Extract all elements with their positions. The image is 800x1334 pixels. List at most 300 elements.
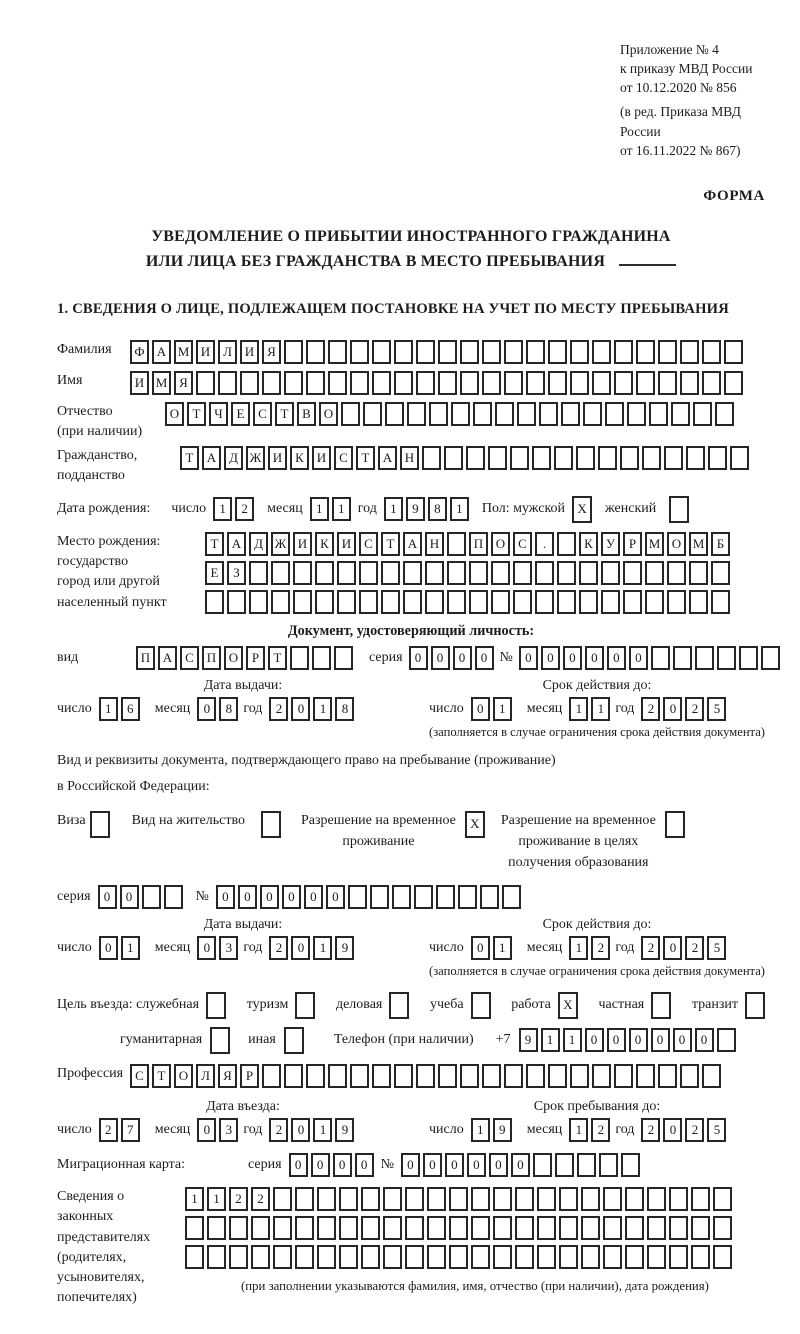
char-box[interactable]: 2 [269, 1118, 288, 1142]
char-box[interactable] [458, 885, 477, 909]
char-box[interactable] [493, 1216, 512, 1240]
char-box[interactable]: О [165, 402, 184, 426]
char-box[interactable] [504, 1064, 523, 1088]
char-box[interactable]: 0 [282, 885, 301, 909]
char-box[interactable]: А [403, 532, 422, 556]
char-box[interactable] [427, 1187, 446, 1211]
char-box[interactable] [491, 561, 510, 585]
char-box[interactable] [493, 1245, 512, 1269]
char-box[interactable] [557, 561, 576, 585]
char-box[interactable] [337, 590, 356, 614]
char-box[interactable] [761, 646, 780, 670]
char-box[interactable] [284, 1064, 303, 1088]
char-box[interactable] [532, 446, 551, 470]
char-box[interactable]: Т [356, 446, 375, 470]
char-box[interactable] [614, 1064, 633, 1088]
char-box[interactable]: И [337, 532, 356, 556]
char-box[interactable] [559, 1245, 578, 1269]
char-box[interactable] [273, 1187, 292, 1211]
char-box[interactable] [471, 1216, 490, 1240]
char-box[interactable] [261, 811, 281, 838]
char-box[interactable]: 1 [207, 1187, 226, 1211]
char-box[interactable]: 1 [563, 1028, 582, 1052]
char-box[interactable] [647, 1216, 666, 1240]
char-box[interactable] [339, 1216, 358, 1240]
char-box[interactable] [695, 646, 714, 670]
char-box[interactable] [517, 402, 536, 426]
char-box[interactable] [271, 590, 290, 614]
char-box[interactable]: Д [224, 446, 243, 470]
char-box[interactable] [539, 402, 558, 426]
char-box[interactable]: 0 [99, 936, 118, 960]
char-box[interactable] [416, 371, 435, 395]
char-box[interactable] [273, 1245, 292, 1269]
char-box[interactable] [577, 1153, 596, 1177]
char-box[interactable] [328, 340, 347, 364]
char-box[interactable] [425, 561, 444, 585]
char-box[interactable] [667, 561, 686, 585]
char-box[interactable]: 0 [629, 1028, 648, 1052]
char-box[interactable] [504, 340, 523, 364]
char-box[interactable] [90, 811, 110, 838]
char-box[interactable] [680, 1064, 699, 1088]
char-box[interactable] [372, 340, 391, 364]
char-box[interactable] [207, 1245, 226, 1269]
char-box[interactable] [583, 402, 602, 426]
char-box[interactable] [438, 1064, 457, 1088]
char-box[interactable]: 0 [260, 885, 279, 909]
char-box[interactable] [295, 1187, 314, 1211]
char-box[interactable]: И [268, 446, 287, 470]
char-box[interactable] [621, 1153, 640, 1177]
char-box[interactable] [394, 1064, 413, 1088]
char-box[interactable] [745, 992, 765, 1019]
char-box[interactable]: 1 [450, 497, 469, 521]
char-box[interactable] [515, 1187, 534, 1211]
char-box[interactable] [480, 885, 499, 909]
char-box[interactable] [592, 340, 611, 364]
char-box[interactable]: 1 [569, 936, 588, 960]
char-box[interactable] [436, 885, 455, 909]
char-box[interactable]: 2 [269, 697, 288, 721]
char-box[interactable] [570, 371, 589, 395]
char-box[interactable] [579, 590, 598, 614]
char-box[interactable]: 1 [313, 936, 332, 960]
char-box[interactable] [554, 446, 573, 470]
char-box[interactable] [513, 561, 532, 585]
char-box[interactable]: Ж [271, 532, 290, 556]
char-box[interactable] [416, 1064, 435, 1088]
char-box[interactable] [645, 590, 664, 614]
char-box[interactable]: 0 [695, 1028, 714, 1052]
char-box[interactable] [438, 371, 457, 395]
char-box[interactable] [559, 1216, 578, 1240]
char-box[interactable] [680, 340, 699, 364]
char-box[interactable] [535, 590, 554, 614]
char-box[interactable]: Л [196, 1064, 215, 1088]
char-box[interactable] [328, 1064, 347, 1088]
char-box[interactable] [295, 1245, 314, 1269]
char-box[interactable] [205, 590, 224, 614]
char-box[interactable]: 1 [384, 497, 403, 521]
char-box[interactable] [601, 590, 620, 614]
char-box[interactable] [603, 1187, 622, 1211]
char-box[interactable] [717, 646, 736, 670]
char-box[interactable]: С [334, 446, 353, 470]
char-box[interactable] [284, 340, 303, 364]
char-box[interactable] [449, 1187, 468, 1211]
char-box[interactable] [689, 590, 708, 614]
char-box[interactable] [605, 402, 624, 426]
char-box[interactable] [469, 561, 488, 585]
char-box[interactable] [337, 561, 356, 585]
char-box[interactable] [691, 1245, 710, 1269]
char-box[interactable] [262, 371, 281, 395]
char-box[interactable]: 2 [229, 1187, 248, 1211]
char-box[interactable] [405, 1187, 424, 1211]
char-box[interactable] [713, 1216, 732, 1240]
char-box[interactable] [427, 1245, 446, 1269]
char-box[interactable] [471, 1187, 490, 1211]
char-box[interactable] [570, 340, 589, 364]
char-box[interactable] [142, 885, 161, 909]
char-box[interactable] [466, 446, 485, 470]
char-box[interactable]: 2 [591, 936, 610, 960]
char-box[interactable] [724, 340, 743, 364]
char-box[interactable] [708, 446, 727, 470]
char-box[interactable] [561, 402, 580, 426]
char-box[interactable]: Б [711, 532, 730, 556]
char-box[interactable] [317, 1245, 336, 1269]
char-box[interactable]: Н [425, 532, 444, 556]
char-box[interactable] [206, 992, 226, 1019]
char-box[interactable]: 0 [471, 936, 490, 960]
char-box[interactable]: 9 [335, 1118, 354, 1142]
char-box[interactable] [427, 1216, 446, 1240]
char-box[interactable] [229, 1245, 248, 1269]
char-box[interactable]: Т [180, 446, 199, 470]
char-box[interactable] [460, 1064, 479, 1088]
char-box[interactable] [350, 371, 369, 395]
char-box[interactable]: К [579, 532, 598, 556]
char-box[interactable]: У [601, 532, 620, 556]
char-box[interactable] [557, 532, 576, 556]
char-box[interactable] [363, 402, 382, 426]
char-box[interactable] [601, 561, 620, 585]
char-box[interactable]: Р [240, 1064, 259, 1088]
char-box[interactable] [645, 561, 664, 585]
char-box[interactable]: О [224, 646, 243, 670]
char-box[interactable]: О [491, 532, 510, 556]
char-box[interactable] [625, 1187, 644, 1211]
char-box[interactable] [623, 561, 642, 585]
char-box[interactable]: X [572, 496, 592, 523]
char-box[interactable] [392, 885, 411, 909]
char-box[interactable]: 2 [251, 1187, 270, 1211]
char-box[interactable] [210, 1027, 230, 1054]
char-box[interactable]: Е [231, 402, 250, 426]
char-box[interactable]: 1 [332, 497, 351, 521]
char-box[interactable] [361, 1216, 380, 1240]
char-box[interactable] [348, 885, 367, 909]
char-box[interactable]: З [227, 561, 246, 585]
char-box[interactable]: 1 [591, 697, 610, 721]
char-box[interactable] [713, 1245, 732, 1269]
char-box[interactable] [438, 340, 457, 364]
char-box[interactable]: 8 [219, 697, 238, 721]
char-box[interactable]: 7 [121, 1118, 140, 1142]
char-box[interactable] [647, 1187, 666, 1211]
char-box[interactable] [405, 1245, 424, 1269]
char-box[interactable]: М [689, 532, 708, 556]
char-box[interactable] [537, 1245, 556, 1269]
char-box[interactable] [625, 1245, 644, 1269]
char-box[interactable]: 0 [326, 885, 345, 909]
char-box[interactable]: 9 [493, 1118, 512, 1142]
char-box[interactable] [671, 402, 690, 426]
char-box[interactable]: 2 [685, 1118, 704, 1142]
char-box[interactable] [389, 992, 409, 1019]
char-box[interactable] [315, 590, 334, 614]
char-box[interactable] [559, 1187, 578, 1211]
char-box[interactable] [293, 590, 312, 614]
char-box[interactable] [381, 561, 400, 585]
char-box[interactable] [359, 561, 378, 585]
char-box[interactable] [460, 371, 479, 395]
char-box[interactable] [669, 1187, 688, 1211]
char-box[interactable]: С [130, 1064, 149, 1088]
char-box[interactable]: 1 [213, 497, 232, 521]
char-box[interactable]: П [202, 646, 221, 670]
char-box[interactable] [473, 402, 492, 426]
char-box[interactable]: 9 [406, 497, 425, 521]
char-box[interactable] [579, 561, 598, 585]
char-box[interactable]: 3 [219, 936, 238, 960]
char-box[interactable] [526, 371, 545, 395]
char-box[interactable]: 0 [431, 646, 450, 670]
char-box[interactable] [482, 340, 501, 364]
char-box[interactable]: 1 [569, 1118, 588, 1142]
char-box[interactable] [306, 340, 325, 364]
char-box[interactable] [702, 340, 721, 364]
char-box[interactable]: 3 [219, 1118, 238, 1142]
char-box[interactable]: А [202, 446, 221, 470]
char-box[interactable]: М [174, 340, 193, 364]
char-box[interactable] [526, 340, 545, 364]
char-box[interactable]: 0 [216, 885, 235, 909]
char-box[interactable]: 0 [355, 1153, 374, 1177]
char-box[interactable] [295, 1216, 314, 1240]
char-box[interactable]: 0 [445, 1153, 464, 1177]
char-box[interactable]: 0 [423, 1153, 442, 1177]
char-box[interactable]: М [152, 371, 171, 395]
char-box[interactable]: С [180, 646, 199, 670]
char-box[interactable] [537, 1187, 556, 1211]
char-box[interactable] [673, 646, 692, 670]
char-box[interactable] [271, 561, 290, 585]
char-box[interactable]: Я [174, 371, 193, 395]
char-box[interactable]: 0 [511, 1153, 530, 1177]
char-box[interactable]: 0 [120, 885, 139, 909]
char-box[interactable]: 1 [471, 1118, 490, 1142]
char-box[interactable]: 1 [493, 936, 512, 960]
char-box[interactable]: 0 [607, 646, 626, 670]
char-box[interactable] [251, 1245, 270, 1269]
char-box[interactable] [658, 340, 677, 364]
char-box[interactable]: 1 [121, 936, 140, 960]
char-box[interactable] [548, 340, 567, 364]
char-box[interactable] [383, 1216, 402, 1240]
char-box[interactable]: 0 [197, 697, 216, 721]
char-box[interactable] [293, 561, 312, 585]
char-box[interactable] [724, 371, 743, 395]
char-box[interactable] [533, 1153, 552, 1177]
char-box[interactable] [649, 402, 668, 426]
char-box[interactable] [491, 590, 510, 614]
char-box[interactable] [385, 402, 404, 426]
char-box[interactable] [240, 371, 259, 395]
char-box[interactable] [416, 340, 435, 364]
char-box[interactable]: 8 [428, 497, 447, 521]
char-box[interactable] [451, 402, 470, 426]
char-box[interactable] [229, 1216, 248, 1240]
char-box[interactable]: И [196, 340, 215, 364]
char-box[interactable]: 2 [685, 697, 704, 721]
char-box[interactable]: К [315, 532, 334, 556]
char-box[interactable] [667, 590, 686, 614]
char-box[interactable]: 0 [475, 646, 494, 670]
char-box[interactable] [548, 371, 567, 395]
char-box[interactable]: К [290, 446, 309, 470]
char-box[interactable] [702, 371, 721, 395]
char-box[interactable]: М [645, 532, 664, 556]
char-box[interactable] [460, 340, 479, 364]
char-box[interactable]: 0 [467, 1153, 486, 1177]
char-box[interactable]: Р [246, 646, 265, 670]
char-box[interactable] [422, 446, 441, 470]
char-box[interactable] [495, 402, 514, 426]
char-box[interactable]: 9 [519, 1028, 538, 1052]
char-box[interactable] [196, 371, 215, 395]
char-box[interactable]: 0 [651, 1028, 670, 1052]
char-box[interactable] [295, 992, 315, 1019]
char-box[interactable] [576, 446, 595, 470]
char-box[interactable]: С [253, 402, 272, 426]
char-box[interactable] [317, 1187, 336, 1211]
char-box[interactable]: 0 [304, 885, 323, 909]
char-box[interactable]: П [469, 532, 488, 556]
char-box[interactable] [334, 646, 353, 670]
char-box[interactable] [361, 1187, 380, 1211]
char-box[interactable] [350, 340, 369, 364]
char-box[interactable]: В [297, 402, 316, 426]
char-box[interactable] [642, 446, 661, 470]
char-box[interactable] [581, 1245, 600, 1269]
char-box[interactable]: 2 [641, 1118, 660, 1142]
char-box[interactable]: 1 [313, 1118, 332, 1142]
char-box[interactable]: 1 [569, 697, 588, 721]
char-box[interactable]: 0 [98, 885, 117, 909]
char-box[interactable]: 0 [663, 936, 682, 960]
char-box[interactable]: И [130, 371, 149, 395]
char-box[interactable]: 2 [235, 497, 254, 521]
char-box[interactable] [471, 1245, 490, 1269]
char-box[interactable] [403, 561, 422, 585]
char-box[interactable]: 2 [591, 1118, 610, 1142]
char-box[interactable] [664, 446, 683, 470]
char-box[interactable]: О [319, 402, 338, 426]
char-box[interactable] [315, 561, 334, 585]
char-box[interactable] [249, 561, 268, 585]
char-box[interactable]: Ж [246, 446, 265, 470]
char-box[interactable] [361, 1245, 380, 1269]
char-box[interactable]: Т [152, 1064, 171, 1088]
char-box[interactable] [686, 446, 705, 470]
char-box[interactable]: 5 [707, 1118, 726, 1142]
char-box[interactable] [185, 1245, 204, 1269]
char-box[interactable] [449, 1245, 468, 1269]
char-box[interactable] [665, 811, 685, 838]
char-box[interactable] [273, 1216, 292, 1240]
char-box[interactable]: 0 [238, 885, 257, 909]
char-box[interactable] [689, 561, 708, 585]
char-box[interactable]: 0 [291, 936, 310, 960]
char-box[interactable]: 1 [313, 697, 332, 721]
char-box[interactable] [614, 371, 633, 395]
char-box[interactable] [251, 1216, 270, 1240]
char-box[interactable]: О [667, 532, 686, 556]
char-box[interactable]: 2 [685, 936, 704, 960]
char-box[interactable]: И [240, 340, 259, 364]
char-box[interactable] [372, 371, 391, 395]
char-box[interactable]: 1 [493, 697, 512, 721]
char-box[interactable] [290, 646, 309, 670]
char-box[interactable] [394, 340, 413, 364]
char-box[interactable]: 0 [291, 697, 310, 721]
char-box[interactable] [449, 1216, 468, 1240]
char-box[interactable] [350, 1064, 369, 1088]
char-box[interactable] [625, 1216, 644, 1240]
char-box[interactable]: 0 [289, 1153, 308, 1177]
char-box[interactable]: 0 [663, 697, 682, 721]
char-box[interactable] [284, 1027, 304, 1054]
char-box[interactable] [482, 1064, 501, 1088]
char-box[interactable] [469, 590, 488, 614]
char-box[interactable]: 0 [607, 1028, 626, 1052]
char-box[interactable] [370, 885, 389, 909]
char-box[interactable] [383, 1245, 402, 1269]
char-box[interactable] [207, 1216, 226, 1240]
char-box[interactable] [636, 371, 655, 395]
char-box[interactable] [627, 402, 646, 426]
char-box[interactable]: 1 [541, 1028, 560, 1052]
char-box[interactable]: 2 [99, 1118, 118, 1142]
char-box[interactable]: П [136, 646, 155, 670]
char-box[interactable] [620, 446, 639, 470]
char-box[interactable] [407, 402, 426, 426]
char-box[interactable] [693, 402, 712, 426]
char-box[interactable]: Т [205, 532, 224, 556]
char-box[interactable] [328, 371, 347, 395]
char-box[interactable]: Е [205, 561, 224, 585]
char-box[interactable]: Я [218, 1064, 237, 1088]
char-box[interactable]: X [465, 811, 485, 838]
char-box[interactable]: 0 [489, 1153, 508, 1177]
char-box[interactable]: С [513, 532, 532, 556]
char-box[interactable] [482, 371, 501, 395]
char-box[interactable] [447, 590, 466, 614]
char-box[interactable] [306, 1064, 325, 1088]
